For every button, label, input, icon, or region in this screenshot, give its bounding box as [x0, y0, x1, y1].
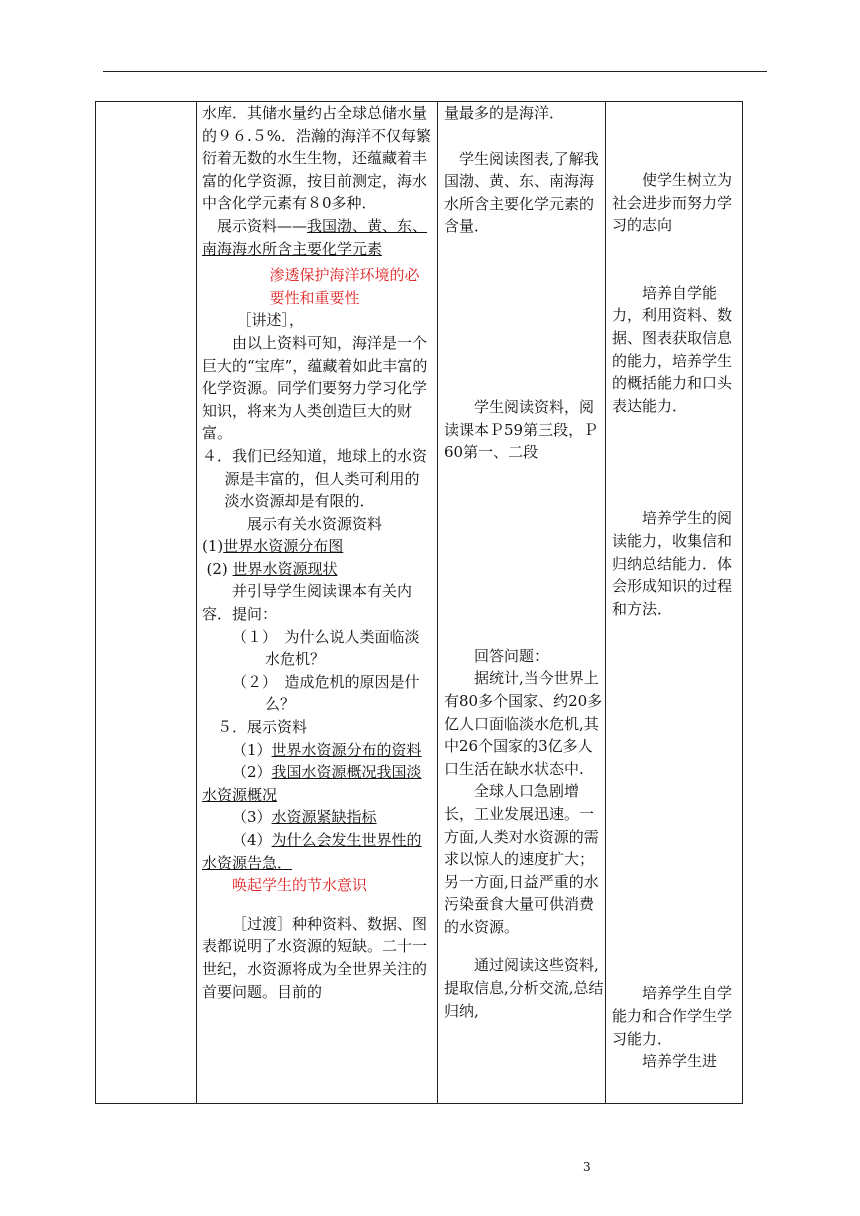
col-student-activity [439, 102, 604, 1103]
paragraph [202, 558, 432, 581]
paragraph [202, 535, 432, 558]
paragraph: 培养自学能力，利用资料、数据、图表获取信息的能力，培养学生的概括能力和口头表达能力． [612, 283, 733, 415]
underlined-title: 水资源紧缺指标 [271, 808, 377, 827]
red-note: 唤起学生的节水意识 [232, 876, 368, 895]
paragraph: （２） 造成危机的原因是什么？ [232, 672, 420, 714]
paragraph: ［讲述］， [236, 311, 305, 330]
text: （3） [232, 808, 272, 827]
paragraph: 培养学生的阅读能力，收集信和归纳总结能力．体会形成知识的过程和方法． [612, 509, 733, 618]
underlined-title: 我国水资源概况我国淡水资源概况 [202, 763, 422, 804]
paragraph: 培养学生自学能力和合作学生学习能力． [612, 984, 733, 1048]
text: (1) [202, 537, 224, 556]
paragraph: 量最多的是海洋． [444, 104, 565, 122]
red-note: 渗透保护海洋环境的必要性和重要性 [269, 266, 420, 307]
column-divider [437, 102, 438, 1103]
paragraph: 水库．其储水量约占全球总储水量的９６.５%．浩瀚的海洋不仅每繁衍着无数的水生生物，还蕴藏着丰富的化学资源，按目前测定，海水中含化学元素有８0多种． [202, 104, 432, 213]
column-divider [605, 102, 606, 1103]
paragraph: 通过阅读这些资料,提取信息,分析交流,总结归纳, [444, 956, 604, 1020]
underlined-title: 我国渤、黄、东、南海海水所含主要化学元素 [202, 216, 428, 258]
paragraph: ４．我们已经知道，地球上的水资源是丰富的，但人类可利用的淡水资源却是有限的． [202, 446, 428, 511]
text: （4） [232, 831, 272, 849]
page-number: 3 [583, 1160, 591, 1174]
paragraph: 并引导学生阅读课本有关内容．提问： [202, 582, 413, 624]
text: (2) [206, 559, 233, 578]
text: （1） [232, 740, 272, 759]
column-divider [196, 102, 197, 1103]
header-rule [103, 71, 767, 72]
paragraph: 使学生树立为社会进步而努力学习的志向 [612, 171, 733, 235]
col-design-intent [608, 102, 742, 1103]
paragraph: 学生阅读资料，阅读课本Ｐ59第三段，Ｐ60第一、二段 [444, 397, 599, 462]
col-stage-cell [96, 102, 196, 1103]
paragraph [202, 806, 432, 829]
underlined-title: 为什么会发生世界性的水资源告急． [202, 831, 422, 872]
col-teacher-activity [198, 102, 432, 1103]
lesson-table [95, 101, 743, 1104]
paragraph: ［过渡］种种资料、数据、图表都说明了水资源的短缺。二十一世纪，水资源将成为全世界关注的首要问题。目前的 [202, 914, 428, 1001]
underlined-title: 世界水资源分布图 [223, 537, 344, 556]
paragraph [202, 739, 432, 762]
paragraph [202, 829, 432, 874]
paragraph: 展示有关水资源资料 [247, 514, 383, 533]
paragraph: ５．展示资料 [217, 718, 308, 737]
paragraph: 回答问题： [474, 646, 550, 665]
underlined-title: 世界水资源现状 [232, 559, 338, 578]
paragraph: 全球人口急剧增长，工业发展迅速。一方面,人类对水资源的需求以惊人的速度扩大；另一方面,日益严重的水污染蚕食大量可供消费的水资源。 [444, 782, 599, 936]
paragraph [202, 761, 432, 806]
text: 展示资料—— [217, 216, 308, 235]
paragraph: 学生阅读图表,了解我国渤、黄、东、南海海水所含主要化学元素的含量． [444, 149, 599, 236]
paragraph: 据统计,当今世界上有80多个国家、约20多亿人口面临淡水危机,其中26个国家的3亿多人口生活在缺水状态中. [444, 669, 603, 778]
paragraph [202, 215, 432, 260]
paragraph: （１） 为什么说人类面临淡水危机？ [232, 627, 420, 669]
underlined-title: 世界水资源分布的资料 [271, 740, 422, 759]
paragraph: 培养学生进 [642, 1052, 718, 1071]
text: （2） [232, 763, 272, 782]
paragraph: 由以上资料可知，海洋是一个巨大的“宝库”，蕴藏着如此丰富的化学资源。同学们要努力学习化学知识，将来为人类创造巨大的财富。 [202, 333, 428, 443]
